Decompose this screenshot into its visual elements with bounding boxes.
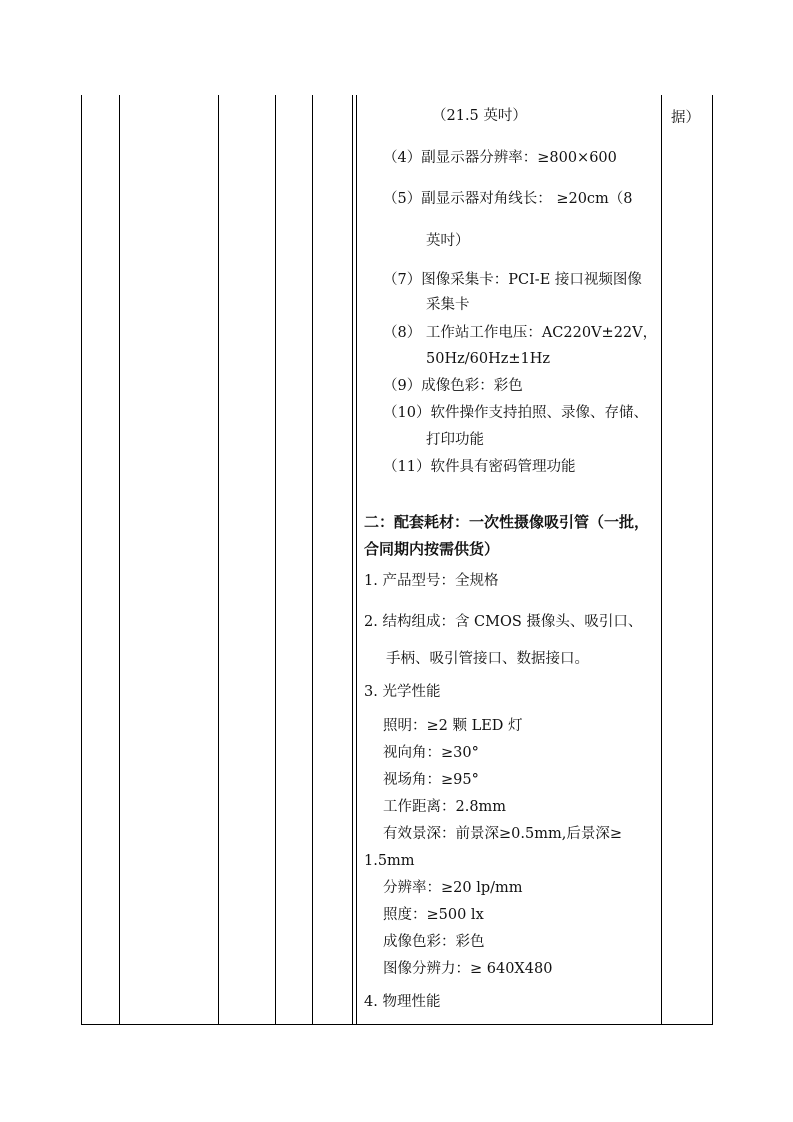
table-column-divider <box>312 95 313 1025</box>
spec-line: （7）图像采集卡：PCI-E 接口视频图像 <box>383 272 642 288</box>
spec-line: （10）软件操作支持拍照、录像、存储、 <box>383 405 648 421</box>
spec-line: 采集卡 <box>426 297 470 313</box>
spec-line: （9）成像色彩：彩色 <box>383 378 523 394</box>
table-column-divider <box>218 95 219 1025</box>
table-column-divider <box>352 95 353 1025</box>
spec-line: 分辨率：≥20 lp/mm <box>383 880 523 896</box>
spec-line: 照明：≥2 颗 LED 灯 <box>383 718 523 734</box>
spec-line: 工作距离：2.8mm <box>383 799 507 815</box>
table-bottom-border <box>81 1024 713 1025</box>
table-column-divider <box>119 95 120 1025</box>
section-heading: 二：配套耗材：一次性摄像吸引管（一批， <box>364 513 650 531</box>
spec-line: 有效景深：前景深≥0.5mm,后景深≥ <box>383 826 622 842</box>
spec-line: （8） 工作站工作电压：AC220V±22V， <box>383 325 658 341</box>
remark-cell-text: 据） <box>671 110 700 126</box>
spec-line: 打印功能 <box>426 432 484 448</box>
spec-line: 4. 物理性能 <box>364 994 441 1010</box>
spec-line: 视场角：≥95° <box>383 772 479 788</box>
spec-line: 成像色彩：彩色 <box>383 934 485 950</box>
spec-line: 1. 产品型号：全规格 <box>364 573 499 589</box>
spec-line: 照度：≥500 lx <box>383 907 484 923</box>
spec-line: （5）副显示器对角线长： ≥20cm（8 <box>383 191 633 207</box>
section-heading: 合同期内按需供货） <box>364 540 500 558</box>
spec-line: 2. 结构组成：含 CMOS 摄像头、吸引口、 <box>364 614 643 630</box>
spec-line: 1.5mm <box>364 853 415 869</box>
table-column-divider <box>356 95 357 1025</box>
table-border-right <box>712 95 713 1025</box>
spec-line: 视向角：≥30° <box>383 745 479 761</box>
spec-line: 英吋） <box>426 233 470 249</box>
spec-line: 图像分辨力：≥ 640X480 <box>383 961 553 977</box>
spec-line: 50Hz/60Hz±1Hz <box>426 351 551 367</box>
spec-line: 3. 光学性能 <box>364 684 441 700</box>
table-column-divider <box>275 95 276 1025</box>
spec-line: （4）副显示器分辨率：≥800×600 <box>383 150 617 166</box>
spec-line: （11）软件具有密码管理功能 <box>383 459 576 475</box>
spec-line: 手柄、吸引管接口、数据接口。 <box>386 651 589 667</box>
table-column-divider <box>661 95 662 1025</box>
table-border-left <box>81 95 82 1025</box>
spec-line: （21.5 英吋） <box>432 108 527 124</box>
